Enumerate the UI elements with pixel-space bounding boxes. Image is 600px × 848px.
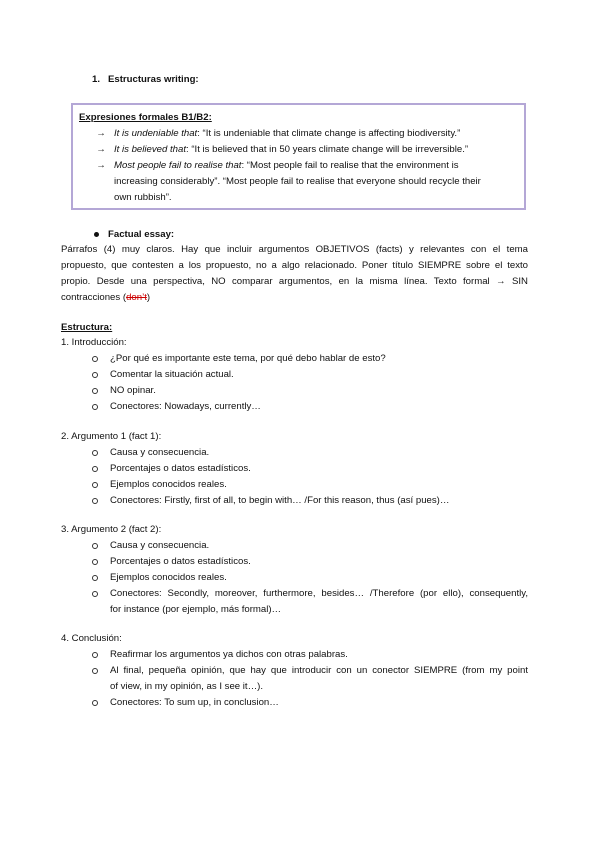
expression-lead: It is believed that [114, 144, 186, 155]
hollow-bullet-icon [92, 372, 98, 378]
struck-example: don’t [126, 292, 147, 303]
expression-item [114, 127, 460, 140]
arrow-icon: → [96, 144, 106, 155]
hollow-bullet-icon [92, 591, 98, 597]
list-item: Conectores: Nowadays, currently… [110, 401, 261, 412]
hollow-bullet-icon [92, 543, 98, 549]
list-item: Porcentajes o datos estadísticos. [110, 463, 251, 474]
heading-title: Estructuras writing: [108, 74, 199, 85]
list-item-continuation: of view, in my opinión, as I see it…). [110, 681, 264, 692]
list-item: Conectores: To sum up, in conclusion… [110, 697, 279, 708]
hollow-bullet-icon [92, 700, 98, 706]
section-title: 4. Conclusión: [61, 633, 122, 644]
expression-item [114, 159, 459, 172]
hollow-bullet-icon [92, 388, 98, 394]
list-item: Reafirmar los argumentos ya dichos con otras palabras. [110, 649, 348, 660]
expression-rest: : “Most people fail to realise that the environment is [241, 160, 459, 171]
list-item: Causa y consecuencia. [110, 447, 210, 458]
factual-paragraph-line: Párrafos (4) muy claros. Hay que incluir argumentos OBJETIVOS (facts) y relevantes con el tema [61, 244, 528, 255]
expression-continuation: own rubbish”. [114, 192, 172, 203]
list-item: Conectores: Secondly, moreover, furthermore, besides… /Therefore (por ello), consequently, [110, 588, 528, 599]
list-item: Comentar la situación actual. [110, 369, 234, 380]
hollow-bullet-icon [92, 575, 98, 581]
closing-paren: ) [146, 292, 151, 303]
hollow-bullet-icon [92, 404, 98, 410]
expression-lead: It is undeniable that [114, 128, 198, 139]
hollow-bullet-icon [92, 668, 98, 674]
hollow-bullet-icon [92, 450, 98, 456]
factual-paragraph-line: propio. Desde una perspectiva, NO comparar argumentos, en la misma línea. Texto formal → SIN [61, 276, 528, 287]
list-item: Conectores: Firstly, first of all, to begin with… /For this reason, thus (así pues)… [110, 495, 450, 506]
contractions-text: contracciones ( [61, 292, 127, 303]
hollow-bullet-icon [92, 559, 98, 565]
arrow-icon: → [96, 160, 106, 171]
bullet-icon [94, 232, 99, 237]
list-item: Ejemplos conocidos reales. [110, 572, 227, 583]
factual-title: Factual essay: [108, 229, 175, 240]
list-item: Ejemplos conocidos reales. [110, 479, 227, 490]
section-title: 3. Argumento 2 (fact 2): [61, 524, 162, 535]
list-item: Al final, pequeña opinión, que hay que introducir con un conector SIEMPRE (from my point [110, 665, 528, 676]
expression-rest: : “It is believed that in 50 years climate change will be irreversible.” [186, 144, 469, 155]
hollow-bullet-icon [92, 466, 98, 472]
expression-item [114, 143, 468, 156]
list-item: Porcentajes o datos estadísticos. [110, 556, 251, 567]
section-title: 1. Introducción: [61, 337, 127, 348]
factual-paragraph-line: propuesto, que contesten a los propuesto, no a algo relacionado. Poner título SIEMPRE sobre el texto [61, 260, 528, 271]
list-item-continuation: for instance (por ejemplo, más formal)… [110, 604, 282, 615]
hollow-bullet-icon [92, 482, 98, 488]
arrow-icon: → [96, 128, 106, 139]
expression-rest: : “It is undeniable that climate change is affecting biodiversity.” [197, 128, 461, 139]
heading-number: 1. [92, 74, 101, 85]
list-item: NO opinar. [110, 385, 156, 396]
expression-continuation: increasing considerably”. “Most people fail to realise that everyone should recycle their [114, 176, 481, 187]
list-item: ¿Por qué es importante este tema, por qué debo hablar de esto? [110, 353, 386, 364]
hollow-bullet-icon [92, 652, 98, 658]
estructura-title: Estructura: [61, 322, 113, 333]
expression-lead: Most people fail to realise that [114, 160, 242, 171]
hollow-bullet-icon [92, 498, 98, 504]
hollow-bullet-icon [92, 356, 98, 362]
list-item: Causa y consecuencia. [110, 540, 210, 551]
box-title: Expresiones formales B1/B2: [79, 112, 212, 123]
section-title: 2. Argumento 1 (fact 1): [61, 431, 162, 442]
factual-paragraph-line [61, 291, 150, 304]
